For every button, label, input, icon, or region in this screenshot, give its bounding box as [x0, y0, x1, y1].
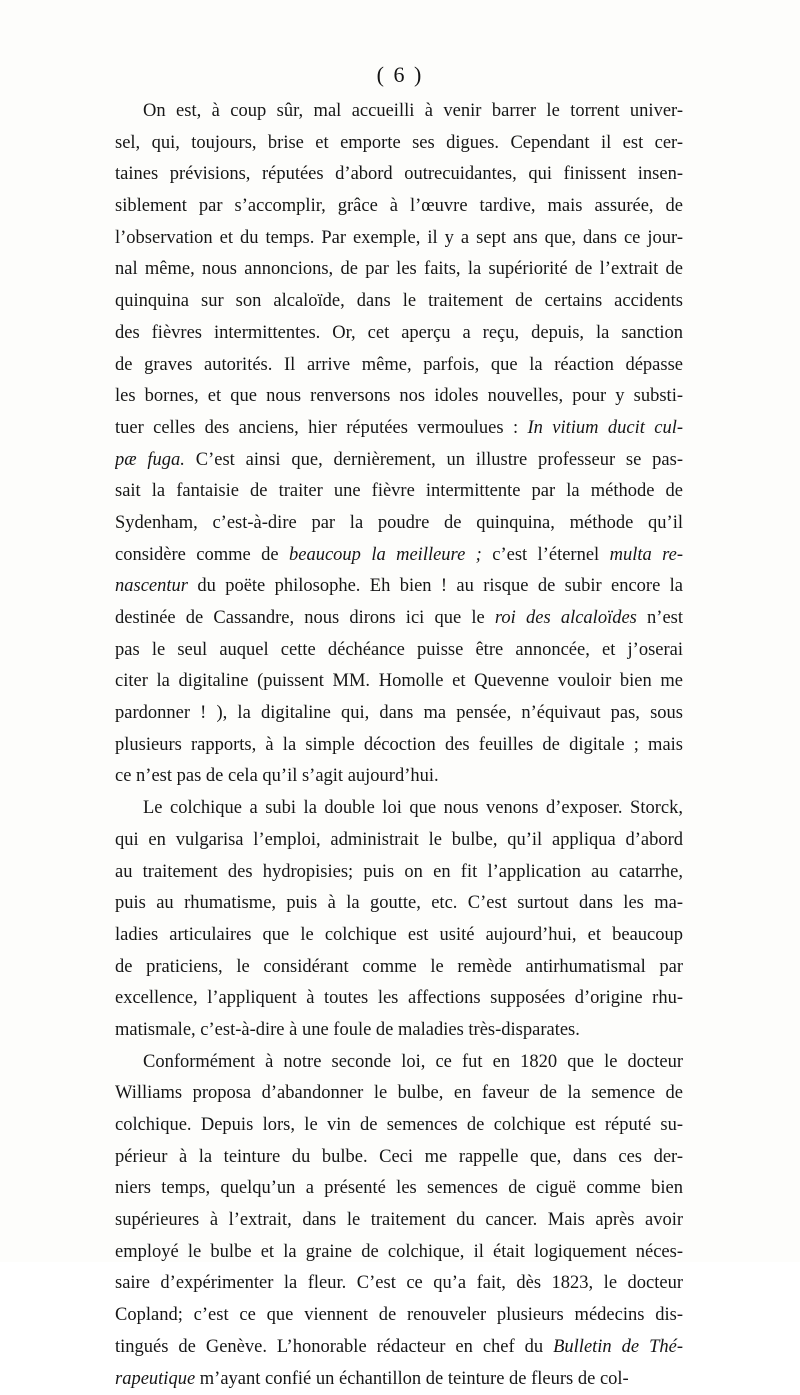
text-line [115, 128, 683, 160]
text-run: du poëte philosophe. Eh bien ! au risque de subir encore la [188, 576, 683, 596]
text-line [115, 191, 683, 223]
text-line [115, 952, 683, 984]
text-line [115, 857, 683, 889]
text-run: au traitement des hydropisies; puis on en fit l’application au catarrhe, [115, 862, 683, 882]
text-run: Sydenham, c’est-à-dire par la poudre de quinquina, méthode qu’il [115, 513, 683, 533]
text-run: Williams proposa d’abandonner le bulbe, en faveur de la semence de [115, 1083, 683, 1103]
text-line [115, 413, 683, 445]
text-run: périeur à la teinture du bulbe. Ceci me rappelle que, dans ces der- [115, 1147, 683, 1167]
text-line [115, 445, 683, 477]
text-line [115, 159, 683, 191]
text-run: matismale, c’est-à-dire à une foule de maladies très-disparates. [115, 1020, 580, 1040]
page-number: ( 6 ) [0, 62, 800, 88]
text-run: citer la digitaline (puissent MM. Homolle et Quevenne vouloir bien me [115, 671, 683, 691]
text-run: supérieures à l’extrait, dans le traitement du cancer. Mais après avoir [115, 1210, 683, 1230]
italic-text: Bulletin de Thé- [553, 1337, 683, 1357]
text-run: quinquina sur son alcaloïde, dans le traitement de certains accidents [115, 291, 683, 311]
text-line [115, 698, 683, 730]
text-run: ce n’est pas de cela qu’il s’agit aujourd’hui. [115, 766, 439, 786]
text-line [115, 983, 683, 1015]
text-run: taines prévisions, réputées d’abord outrecuidantes, qui finissent insen- [115, 164, 683, 184]
text-line [115, 254, 683, 286]
text-line [115, 286, 683, 318]
paragraph [115, 793, 683, 1047]
text-line [115, 1173, 683, 1205]
text-line [115, 730, 683, 762]
text-line [115, 1205, 683, 1237]
text-line [115, 793, 683, 825]
text-run: siblement par s’accomplir, grâce à l’œuvre tardive, mais assurée, de [115, 196, 683, 216]
text-line [115, 350, 683, 382]
text-run: pas le seul auquel cette déchéance puisse être annoncée, et j’oserai [115, 640, 683, 660]
italic-text: nascentur [115, 576, 188, 596]
text-line [115, 920, 683, 952]
text-line [115, 381, 683, 413]
italic-text: pæ fuga. [115, 450, 185, 470]
text-run: Copland; c’est ce que viennent de renouveler plusieurs médecins dis- [115, 1305, 683, 1325]
text-line [115, 476, 683, 508]
text-run: qui en vulgarisa l’emploi, administrait le bulbe, qu’il appliqua d’abord [115, 830, 683, 850]
text-run: les bornes, et que nous renversons nos idoles nouvelles, pour y substi- [115, 386, 683, 406]
text-run: sel, qui, toujours, brise et emporte ses digues. Cependant il est cer- [115, 133, 683, 153]
text-line [115, 540, 683, 572]
text-line [115, 603, 683, 635]
text-line [115, 1300, 683, 1332]
text-line [115, 1047, 683, 1079]
text-line [115, 635, 683, 667]
italic-text: multa re- [610, 545, 683, 565]
text-run: tuer celles des anciens, hier réputées vermoulues : [115, 418, 527, 438]
italic-text: beaucoup la meilleure ; [289, 545, 482, 565]
text-run: employé le bulbe et la graine de colchique, il était logiquement néces- [115, 1242, 683, 1262]
text-run: tingués de Genève. L’honorable rédacteur en chef du [115, 1337, 553, 1357]
text-run: n’est [637, 608, 683, 628]
text-line [115, 888, 683, 920]
text-run: niers temps, quelqu’un a présenté les semences de ciguë comme bien [115, 1178, 683, 1198]
text-line [115, 666, 683, 698]
italic-text: roi des alcaloïdes [495, 608, 637, 628]
italic-text: rapeutique [115, 1369, 195, 1389]
text-run: considère comme de [115, 545, 289, 565]
text-line [115, 1142, 683, 1174]
text-run: l’observation et du temps. Par exemple, il y a sept ans que, dans ce jour- [115, 228, 683, 248]
text-run: de praticiens, le considérant comme le remède antirhumatismal par [115, 957, 683, 977]
text-run: m’ayant confié un échantillon de teinture de fleurs de col- [195, 1369, 629, 1389]
text-line [115, 223, 683, 255]
italic-text: In vitium ducit cul- [527, 418, 683, 438]
text-line [115, 508, 683, 540]
text-line [115, 318, 683, 350]
text-line [115, 96, 683, 128]
text-run: destinée de Cassandre, nous dirons ici que le [115, 608, 495, 628]
text-run: ladies articulaires que le colchique est usité aujourd’hui, et beaucoup [115, 925, 683, 945]
text-line [115, 1268, 683, 1300]
text-run: Conformément à notre seconde loi, ce fut en 1820 que le docteur [143, 1052, 683, 1072]
text-line [115, 1332, 683, 1364]
text-run: colchique. Depuis lors, le vin de semences de colchique est réputé su- [115, 1115, 683, 1135]
text-run: sait la fantaisie de traiter une fièvre intermittente par la méthode de [115, 481, 683, 501]
text-run: de graves autorités. Il arrive même, parfois, que la réaction dépasse [115, 355, 683, 375]
text-line [115, 825, 683, 857]
text-run: c’est l’éternel [482, 545, 610, 565]
text-run: plusieurs rapports, à la simple décoction des feuilles de digitale ; mais [115, 735, 683, 755]
text-line [115, 1015, 683, 1047]
text-run: des fièvres intermittentes. Or, cet aperçu a reçu, depuis, la sanction [115, 323, 683, 343]
text-line [115, 571, 683, 603]
text-line [115, 1078, 683, 1110]
text-line [115, 1364, 683, 1395]
text-line [115, 1237, 683, 1269]
text-run: C’est ainsi que, dernièrement, un illustre professeur se pas- [185, 450, 683, 470]
text-run: Le colchique a subi la double loi que nous venons d’exposer. Storck, [143, 798, 683, 818]
paragraph [115, 96, 683, 793]
text-run: saire d’expérimenter la fleur. C’est ce qu’a fait, dès 1823, le docteur [115, 1273, 683, 1293]
paragraph [115, 1047, 683, 1395]
text-run: puis au rhumatisme, puis à la goutte, etc. C’est surtout dans les ma- [115, 893, 683, 913]
text-run: excellence, l’appliquent à toutes les affections supposées d’origine rhu- [115, 988, 683, 1008]
body-text [115, 96, 683, 1395]
text-run: pardonner ! ), la digitaline qui, dans ma pensée, n’équivaut pas, sous [115, 703, 683, 723]
text-run: On est, à coup sûr, mal accueilli à venir barrer le torrent univer- [143, 101, 683, 121]
text-line [115, 761, 683, 793]
text-line [115, 1110, 683, 1142]
text-run: nal même, nous annoncions, de par les faits, la supériorité de l’extrait de [115, 259, 683, 279]
